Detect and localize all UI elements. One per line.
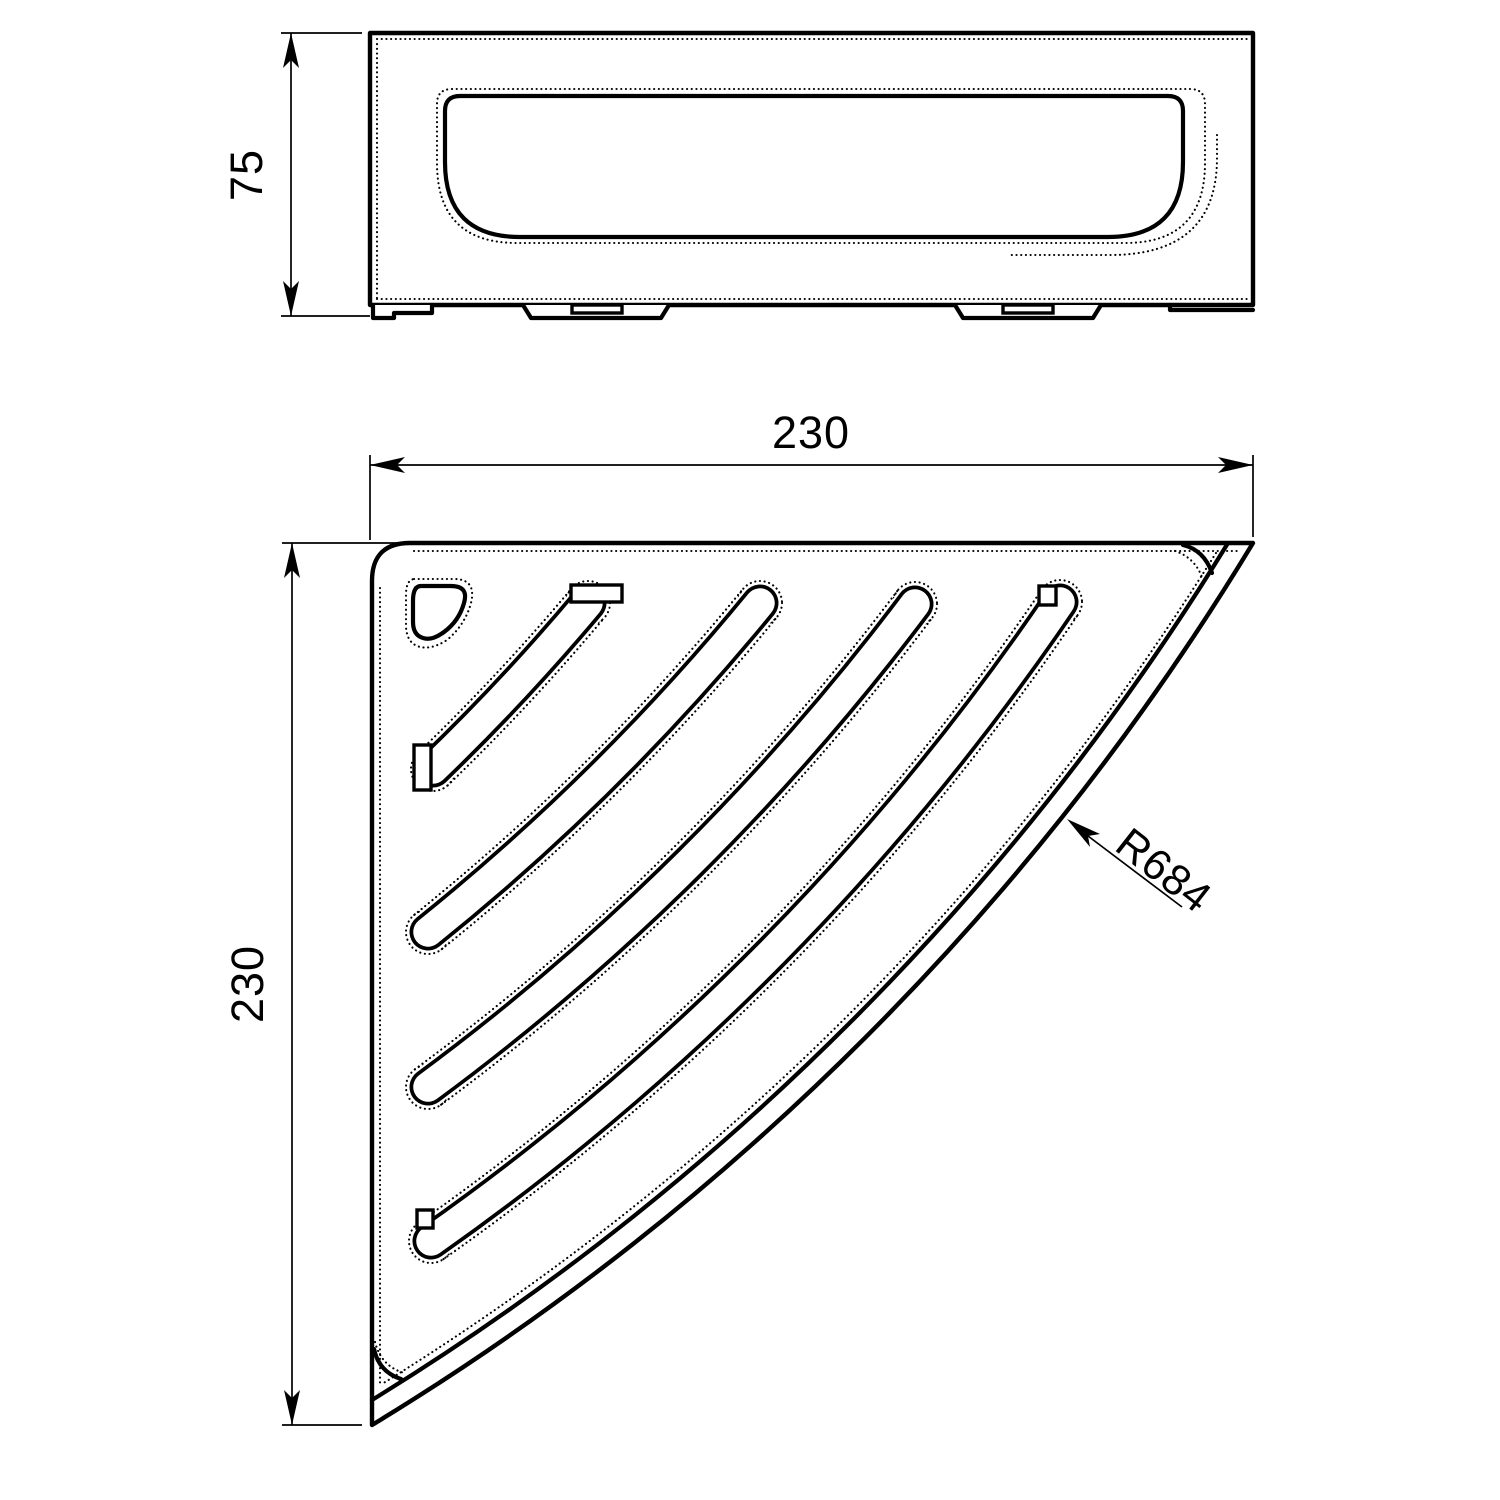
dim-height-label: 75 <box>221 148 272 202</box>
dim-width-extension-lines <box>370 455 1253 540</box>
front-foot-right-notch <box>1003 305 1053 313</box>
slot4-bottom-notch <box>417 1210 433 1228</box>
dimension-plan-width <box>370 407 1253 540</box>
front-foot-left <box>373 305 432 318</box>
dim-width-label: 230 <box>771 407 851 458</box>
slot4-top-notch <box>1039 586 1056 605</box>
dim-radius-arrow <box>1067 819 1100 847</box>
slot1-bottom-notch <box>414 745 431 790</box>
front-view <box>370 33 1253 318</box>
slot1-top-notch <box>571 585 622 602</box>
dim-depth-label: 230 <box>222 944 273 1024</box>
front-foot-middle-notch <box>572 305 622 313</box>
dimension-front-height <box>221 33 370 316</box>
dim-height-extension-lines <box>281 33 370 316</box>
front-tray-outline <box>445 96 1183 237</box>
dim-radius-label: R684 <box>1106 819 1221 923</box>
dimension-corner-radius <box>1067 819 1221 923</box>
plan-view <box>372 543 1253 1425</box>
